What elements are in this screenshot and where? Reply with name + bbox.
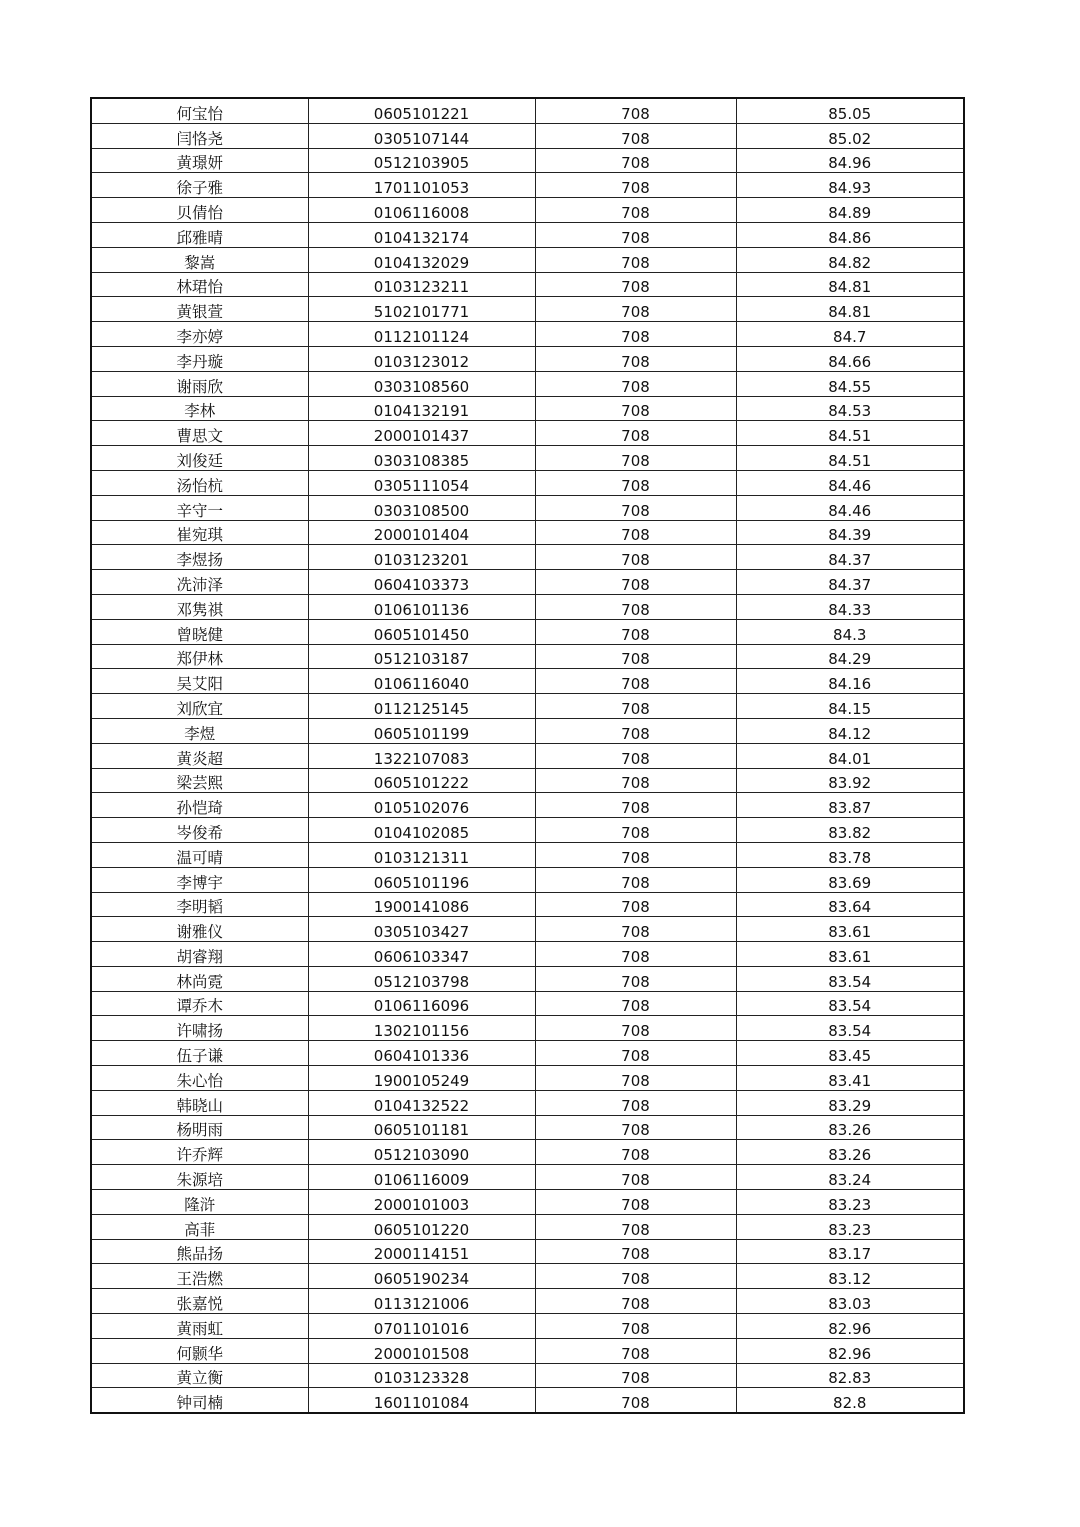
candidate-number-cell: 0103123201	[308, 545, 535, 570]
score-cell: 84.66	[736, 346, 964, 371]
candidate-number-cell: 0303108560	[308, 371, 535, 396]
table-row	[91, 619, 964, 644]
candidate-number-cell: 0103121311	[308, 842, 535, 867]
score-cell: 83.87	[736, 793, 964, 818]
candidate-number-cell: 0112125145	[308, 694, 535, 719]
candidate-number-cell: 5102101771	[308, 297, 535, 322]
table-row	[91, 1214, 964, 1239]
candidate-name-cell: 黄璟妍	[91, 148, 308, 173]
score-cell: 83.23	[736, 1214, 964, 1239]
score-cell: 85.05	[736, 98, 964, 123]
candidate-name-cell: 李煜	[91, 718, 308, 743]
table-row	[91, 842, 964, 867]
position-code-cell: 708	[535, 371, 736, 396]
candidate-number-cell: 1601101084	[308, 1388, 535, 1413]
table-row	[91, 1289, 964, 1314]
position-code-cell: 708	[535, 1239, 736, 1264]
candidate-name-cell: 张嘉悦	[91, 1289, 308, 1314]
position-code-cell: 708	[535, 148, 736, 173]
candidate-number-cell: 0605101222	[308, 768, 535, 793]
candidate-number-cell: 0605190234	[308, 1264, 535, 1289]
position-code-cell: 708	[535, 1363, 736, 1388]
table-row	[91, 1363, 964, 1388]
position-code-cell: 708	[535, 594, 736, 619]
candidate-name-cell: 温可晴	[91, 842, 308, 867]
position-code-cell: 708	[535, 1314, 736, 1339]
candidate-number-cell: 0104132191	[308, 396, 535, 421]
score-cell: 83.61	[736, 917, 964, 942]
score-cell: 83.61	[736, 942, 964, 967]
table-row	[91, 594, 964, 619]
position-code-cell: 708	[535, 520, 736, 545]
candidate-number-cell: 0106101136	[308, 594, 535, 619]
table-row	[91, 545, 964, 570]
candidate-number-cell: 0104132174	[308, 222, 535, 247]
score-cell: 83.64	[736, 892, 964, 917]
candidate-number-cell: 1322107083	[308, 743, 535, 768]
position-code-cell: 708	[535, 545, 736, 570]
position-code-cell: 708	[535, 1016, 736, 1041]
candidate-name-cell: 朱源培	[91, 1165, 308, 1190]
score-cell: 84.46	[736, 495, 964, 520]
score-cell: 83.03	[736, 1289, 964, 1314]
score-cell: 83.17	[736, 1239, 964, 1264]
score-cell: 83.54	[736, 966, 964, 991]
position-code-cell: 708	[535, 1264, 736, 1289]
table-row	[91, 346, 964, 371]
table-row	[91, 495, 964, 520]
position-code-cell: 708	[535, 1140, 736, 1165]
table-row	[91, 718, 964, 743]
candidate-name-cell: 黄立衡	[91, 1363, 308, 1388]
candidate-name-cell: 韩晓山	[91, 1090, 308, 1115]
candidate-name-cell: 黄炎超	[91, 743, 308, 768]
candidate-number-cell: 0512103187	[308, 644, 535, 669]
candidate-name-cell: 隆浒	[91, 1190, 308, 1215]
table-row	[91, 1314, 964, 1339]
candidate-name-cell: 何宝怡	[91, 98, 308, 123]
candidate-name-cell: 梁芸熙	[91, 768, 308, 793]
candidate-number-cell: 0105102076	[308, 793, 535, 818]
score-cell: 84.37	[736, 570, 964, 595]
table-row	[91, 818, 964, 843]
score-cell: 84.37	[736, 545, 964, 570]
position-code-cell: 708	[535, 718, 736, 743]
position-code-cell: 708	[535, 1066, 736, 1091]
score-cell: 83.12	[736, 1264, 964, 1289]
table-row	[91, 148, 964, 173]
candidate-name-cell: 熊品扬	[91, 1239, 308, 1264]
candidate-name-cell: 崔宛琪	[91, 520, 308, 545]
candidate-number-cell: 0106116096	[308, 991, 535, 1016]
candidate-name-cell: 许啸扬	[91, 1016, 308, 1041]
candidate-name-cell: 黎嵩	[91, 247, 308, 272]
candidate-name-cell: 李林	[91, 396, 308, 421]
candidate-name-cell: 邱雅晴	[91, 222, 308, 247]
table-row	[91, 1388, 964, 1413]
candidate-number-cell: 0701101016	[308, 1314, 535, 1339]
candidate-number-cell: 2000101404	[308, 520, 535, 545]
table-row	[91, 421, 964, 446]
table-row	[91, 396, 964, 421]
candidate-number-cell: 0113121006	[308, 1289, 535, 1314]
table-row	[91, 1016, 964, 1041]
candidate-name-cell: 黄银萱	[91, 297, 308, 322]
position-code-cell: 708	[535, 495, 736, 520]
candidate-number-cell: 0512103090	[308, 1140, 535, 1165]
score-cell: 83.41	[736, 1066, 964, 1091]
score-cell: 83.45	[736, 1041, 964, 1066]
candidate-number-cell: 0303108385	[308, 446, 535, 471]
score-cell: 84.51	[736, 421, 964, 446]
candidate-number-cell: 0112101124	[308, 322, 535, 347]
candidate-name-cell: 王浩燃	[91, 1264, 308, 1289]
candidate-number-cell: 0606103347	[308, 942, 535, 967]
table-row	[91, 198, 964, 223]
table-row	[91, 297, 964, 322]
candidate-name-cell: 闫恪尧	[91, 123, 308, 148]
position-code-cell: 708	[535, 1338, 736, 1363]
score-cell: 83.26	[736, 1115, 964, 1140]
candidate-number-cell: 1900141086	[308, 892, 535, 917]
candidate-number-cell: 0604101336	[308, 1041, 535, 1066]
position-code-cell: 708	[535, 98, 736, 123]
score-cell: 83.82	[736, 818, 964, 843]
candidate-name-cell: 钟司楠	[91, 1388, 308, 1413]
position-code-cell: 708	[535, 793, 736, 818]
position-code-cell: 708	[535, 1388, 736, 1413]
position-code-cell: 708	[535, 222, 736, 247]
score-cell: 84.16	[736, 669, 964, 694]
table-row	[91, 1041, 964, 1066]
position-code-cell: 708	[535, 1214, 736, 1239]
candidate-number-cell: 0106116040	[308, 669, 535, 694]
score-cell: 84.7	[736, 322, 964, 347]
candidate-number-cell: 0605101450	[308, 619, 535, 644]
score-cell: 84.01	[736, 743, 964, 768]
table-row	[91, 520, 964, 545]
table-row	[91, 669, 964, 694]
table-row	[91, 966, 964, 991]
candidate-number-cell: 0104102085	[308, 818, 535, 843]
score-cell: 84.51	[736, 446, 964, 471]
position-code-cell: 708	[535, 694, 736, 719]
score-cell: 82.96	[736, 1314, 964, 1339]
position-code-cell: 708	[535, 396, 736, 421]
score-cell: 83.24	[736, 1165, 964, 1190]
position-code-cell: 708	[535, 942, 736, 967]
table-row	[91, 1165, 964, 1190]
candidate-name-cell: 林珺怡	[91, 272, 308, 297]
candidate-number-cell: 2000101437	[308, 421, 535, 446]
score-cell: 84.46	[736, 470, 964, 495]
table-row	[91, 892, 964, 917]
position-code-cell: 708	[535, 421, 736, 446]
table-row	[91, 644, 964, 669]
score-cell: 83.23	[736, 1190, 964, 1215]
table-row	[91, 322, 964, 347]
position-code-cell: 708	[535, 173, 736, 198]
candidate-number-cell: 0103123211	[308, 272, 535, 297]
candidate-name-cell: 汤怡杭	[91, 470, 308, 495]
candidate-name-cell: 贝倩怡	[91, 198, 308, 223]
score-cell: 84.53	[736, 396, 964, 421]
table-row	[91, 173, 964, 198]
candidate-name-cell: 孙恺琦	[91, 793, 308, 818]
position-code-cell: 708	[535, 644, 736, 669]
position-code-cell: 708	[535, 198, 736, 223]
table-row	[91, 1115, 964, 1140]
candidate-name-cell: 伍子谦	[91, 1041, 308, 1066]
position-code-cell: 708	[535, 1289, 736, 1314]
candidate-number-cell: 0604103373	[308, 570, 535, 595]
candidate-name-cell: 李明韬	[91, 892, 308, 917]
table-row	[91, 1066, 964, 1091]
candidate-number-cell: 0104132029	[308, 247, 535, 272]
score-cell: 82.83	[736, 1363, 964, 1388]
position-code-cell: 708	[535, 297, 736, 322]
candidate-number-cell: 0512103905	[308, 148, 535, 173]
candidate-name-cell: 何颢华	[91, 1338, 308, 1363]
score-cell: 84.89	[736, 198, 964, 223]
candidate-name-cell: 朱心怡	[91, 1066, 308, 1091]
score-cell: 83.78	[736, 842, 964, 867]
candidate-name-cell: 岑俊希	[91, 818, 308, 843]
score-cell: 82.8	[736, 1388, 964, 1413]
table-row	[91, 917, 964, 942]
position-code-cell: 708	[535, 1165, 736, 1190]
table-row	[91, 446, 964, 471]
candidate-number-cell: 0305103427	[308, 917, 535, 942]
table-row	[91, 1239, 964, 1264]
table-row	[91, 272, 964, 297]
candidate-name-cell: 谢雨欣	[91, 371, 308, 396]
candidate-name-cell: 黄雨虹	[91, 1314, 308, 1339]
table-row	[91, 98, 964, 123]
score-cell: 84.33	[736, 594, 964, 619]
candidate-name-cell: 辛守一	[91, 495, 308, 520]
table-row	[91, 247, 964, 272]
position-code-cell: 708	[535, 768, 736, 793]
table-row	[91, 743, 964, 768]
candidate-number-cell: 1900105249	[308, 1066, 535, 1091]
candidate-name-cell: 吴艾阳	[91, 669, 308, 694]
candidate-name-cell: 刘俊廷	[91, 446, 308, 471]
position-code-cell: 708	[535, 1115, 736, 1140]
table-row	[91, 768, 964, 793]
table-row	[91, 222, 964, 247]
candidate-name-cell: 曾晓健	[91, 619, 308, 644]
score-table	[90, 97, 965, 1414]
position-code-cell: 708	[535, 247, 736, 272]
score-cell: 84.81	[736, 297, 964, 322]
table-row	[91, 942, 964, 967]
table-row	[91, 123, 964, 148]
candidate-name-cell: 谢雅仪	[91, 917, 308, 942]
score-cell: 84.29	[736, 644, 964, 669]
score-table-body	[91, 98, 964, 1413]
position-code-cell: 708	[535, 570, 736, 595]
candidate-number-cell: 2000114151	[308, 1239, 535, 1264]
position-code-cell: 708	[535, 272, 736, 297]
score-cell: 83.92	[736, 768, 964, 793]
candidate-number-cell: 0305111054	[308, 470, 535, 495]
score-cell: 84.55	[736, 371, 964, 396]
position-code-cell: 708	[535, 743, 736, 768]
candidate-number-cell: 0605101181	[308, 1115, 535, 1140]
score-cell: 82.96	[736, 1338, 964, 1363]
candidate-name-cell: 杨明雨	[91, 1115, 308, 1140]
table-row	[91, 991, 964, 1016]
position-code-cell: 708	[535, 1090, 736, 1115]
score-cell: 84.86	[736, 222, 964, 247]
score-cell: 83.54	[736, 1016, 964, 1041]
candidate-name-cell: 邓隽祺	[91, 594, 308, 619]
candidate-name-cell: 李丹璇	[91, 346, 308, 371]
candidate-name-cell: 刘欣宜	[91, 694, 308, 719]
table-row	[91, 1090, 964, 1115]
candidate-name-cell: 谭乔木	[91, 991, 308, 1016]
candidate-number-cell: 0103123328	[308, 1363, 535, 1388]
candidate-name-cell: 高菲	[91, 1214, 308, 1239]
position-code-cell: 708	[535, 842, 736, 867]
candidate-name-cell: 徐子雅	[91, 173, 308, 198]
candidate-number-cell: 0605101196	[308, 867, 535, 892]
table-row	[91, 793, 964, 818]
candidate-number-cell: 0106116009	[308, 1165, 535, 1190]
candidate-number-cell: 0303108500	[308, 495, 535, 520]
candidate-name-cell: 李亦婷	[91, 322, 308, 347]
candidate-name-cell: 林尚霓	[91, 966, 308, 991]
candidate-number-cell: 0104132522	[308, 1090, 535, 1115]
score-table-page	[90, 97, 963, 1414]
table-row	[91, 867, 964, 892]
table-row	[91, 570, 964, 595]
candidate-name-cell: 郑伊林	[91, 644, 308, 669]
position-code-cell: 708	[535, 892, 736, 917]
score-cell: 84.93	[736, 173, 964, 198]
position-code-cell: 708	[535, 966, 736, 991]
candidate-number-cell: 0605101199	[308, 718, 535, 743]
score-cell: 84.12	[736, 718, 964, 743]
position-code-cell: 708	[535, 1190, 736, 1215]
score-cell: 84.82	[736, 247, 964, 272]
score-cell: 83.29	[736, 1090, 964, 1115]
candidate-number-cell: 2000101508	[308, 1338, 535, 1363]
candidate-number-cell: 1701101053	[308, 173, 535, 198]
table-row	[91, 1140, 964, 1165]
score-cell: 84.39	[736, 520, 964, 545]
table-row	[91, 1190, 964, 1215]
table-row	[91, 470, 964, 495]
table-row	[91, 1264, 964, 1289]
score-cell: 85.02	[736, 123, 964, 148]
candidate-number-cell: 0103123012	[308, 346, 535, 371]
position-code-cell: 708	[535, 446, 736, 471]
score-cell: 83.69	[736, 867, 964, 892]
candidate-number-cell: 2000101003	[308, 1190, 535, 1215]
candidate-name-cell: 冼沛泽	[91, 570, 308, 595]
position-code-cell: 708	[535, 867, 736, 892]
candidate-name-cell: 李煜扬	[91, 545, 308, 570]
score-cell: 84.81	[736, 272, 964, 297]
table-row	[91, 371, 964, 396]
position-code-cell: 708	[535, 1041, 736, 1066]
table-row	[91, 1338, 964, 1363]
position-code-cell: 708	[535, 346, 736, 371]
position-code-cell: 708	[535, 818, 736, 843]
score-cell: 83.54	[736, 991, 964, 1016]
score-cell: 84.15	[736, 694, 964, 719]
candidate-name-cell: 李博宇	[91, 867, 308, 892]
candidate-number-cell: 0305107144	[308, 123, 535, 148]
position-code-cell: 708	[535, 991, 736, 1016]
candidate-number-cell: 0106116008	[308, 198, 535, 223]
position-code-cell: 708	[535, 470, 736, 495]
position-code-cell: 708	[535, 917, 736, 942]
candidate-number-cell: 0605101220	[308, 1214, 535, 1239]
table-row	[91, 694, 964, 719]
candidate-name-cell: 许乔辉	[91, 1140, 308, 1165]
position-code-cell: 708	[535, 322, 736, 347]
candidate-number-cell: 1302101156	[308, 1016, 535, 1041]
position-code-cell: 708	[535, 669, 736, 694]
candidate-name-cell: 胡睿翔	[91, 942, 308, 967]
candidate-number-cell: 0605101221	[308, 98, 535, 123]
position-code-cell: 708	[535, 123, 736, 148]
position-code-cell: 708	[535, 619, 736, 644]
score-cell: 84.96	[736, 148, 964, 173]
score-cell: 84.3	[736, 619, 964, 644]
candidate-number-cell: 0512103798	[308, 966, 535, 991]
candidate-name-cell: 曹思文	[91, 421, 308, 446]
score-cell: 83.26	[736, 1140, 964, 1165]
